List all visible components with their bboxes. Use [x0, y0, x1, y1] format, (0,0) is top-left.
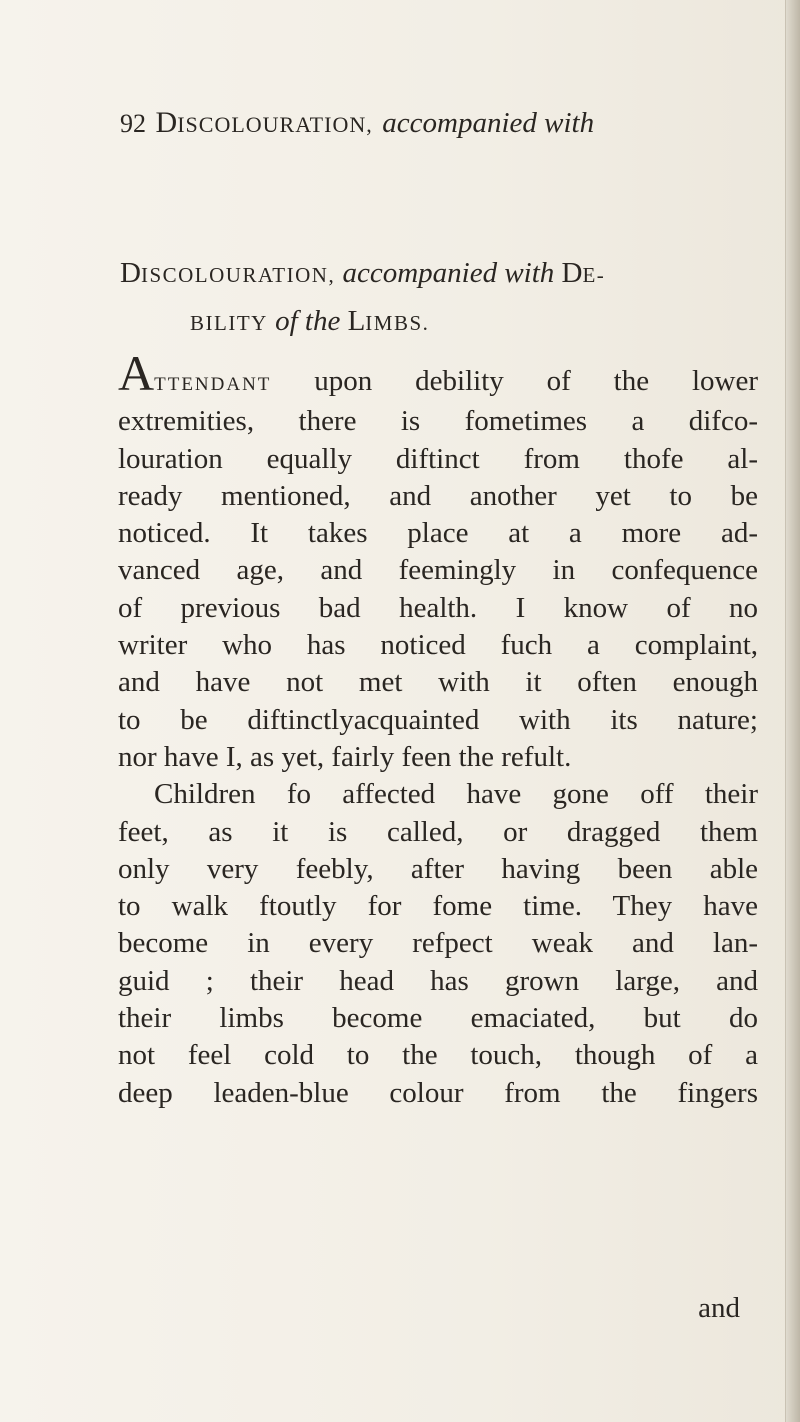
text-line: not feel cold to the touch, though of a — [118, 1039, 758, 1072]
title-line2-end: IMBS. — [365, 311, 430, 335]
title-line2-smallcaps: BILITY — [190, 311, 268, 335]
text-line: to be diftinctlyacquainted with its nature; — [118, 703, 758, 736]
text-line: guid ; their head has grown large, and — [118, 964, 758, 997]
drop-cap: A — [118, 345, 155, 401]
section-title — [120, 250, 760, 346]
text-line: only very feebly, after having been able — [118, 852, 758, 885]
text-line: feet, as it is called, or dragged them — [118, 815, 758, 848]
text-line: deep leaden-blue colour from the fingers — [118, 1076, 758, 1109]
page-edge — [785, 0, 800, 1422]
lead-smallcaps: TTENDANT — [154, 374, 272, 395]
title-end-smallcaps: E- — [582, 263, 606, 287]
title-end-initial: D — [561, 257, 583, 289]
running-head-initial: D — [155, 106, 178, 139]
title-italic: accompanied with — [342, 257, 555, 289]
running-head-italic: accompanied with — [382, 107, 595, 139]
title-smallcaps: ISCOLOURATION, — [140, 263, 336, 287]
catchword: and — [698, 1292, 740, 1324]
text-line: of previous bad health. I know of no — [118, 591, 758, 624]
running-head — [120, 98, 740, 148]
title-line2-italic: of the — [275, 305, 341, 337]
section-title-line-2 — [120, 298, 760, 346]
text-line: Children fo affected have gone off their — [154, 778, 758, 811]
line-text: upon debility of the lower — [314, 365, 758, 397]
text-line-1 — [118, 345, 758, 403]
text-line: louration equally diftinct from thofe al- — [118, 442, 758, 475]
text-line: become in every refpect weak and lan- — [118, 927, 758, 960]
title-line2-initial: L — [347, 305, 366, 337]
text-line: to walk ftoutly for fome time. They have — [118, 890, 758, 923]
text-line: vanced age, and feemingly in confequence — [118, 554, 758, 587]
text-line: ready mentioned, and another yet to be — [118, 479, 758, 512]
section-title-line-1 — [120, 250, 760, 298]
title-initial: D — [120, 257, 141, 289]
text-line: writer who has noticed fuch a complaint, — [118, 629, 758, 662]
text-line: extremities, there is fometimes a difco- — [118, 405, 758, 438]
running-head-title: ISCOLOURATION, — [177, 112, 373, 137]
text-line: noticed. It takes place at a more ad- — [118, 517, 758, 550]
body-text — [118, 345, 758, 1112]
text-line: and have not met with it often enough — [118, 666, 758, 699]
text-line: their limbs become emaciated, but do — [118, 1002, 758, 1035]
text-line: nor have I, as yet, fairly feen the refult. — [118, 740, 572, 773]
page-number: 92 — [120, 109, 146, 138]
